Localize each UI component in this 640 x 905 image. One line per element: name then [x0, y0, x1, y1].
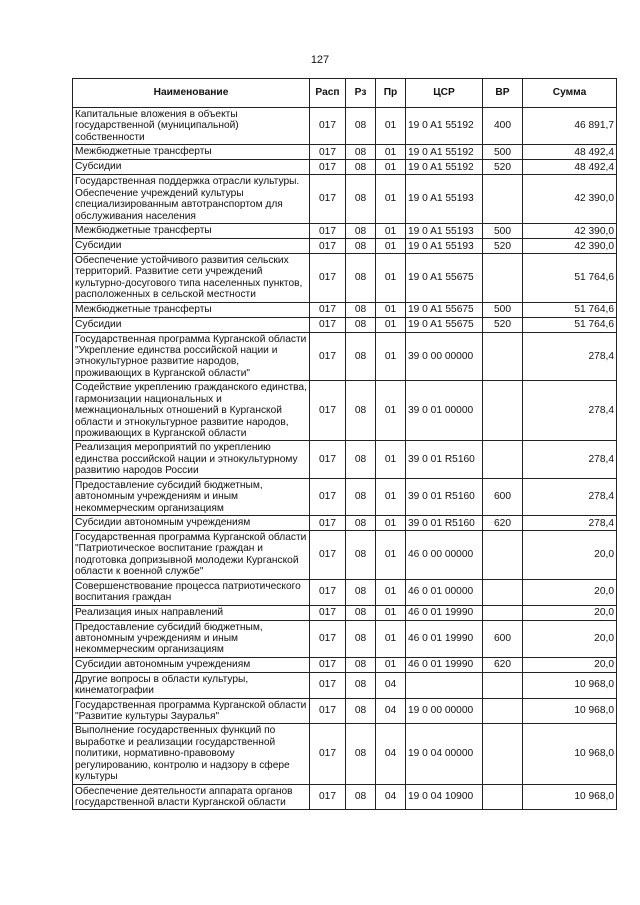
- cell-rz: 08: [346, 175, 376, 224]
- cell-csr: 39 0 01 R5160: [406, 441, 483, 478]
- cell-csr: 19 0 00 00000: [406, 698, 483, 724]
- cell-csr: 19 0 A1 55192: [406, 160, 483, 175]
- cell-sum: 278,4: [523, 478, 617, 515]
- cell-csr: 46 0 01 19990: [406, 657, 483, 672]
- cell-vr: 520: [483, 160, 523, 175]
- cell-name: Совершенствование процесса патриотического воспитания граждан: [73, 579, 310, 605]
- page-number: 127: [310, 54, 330, 66]
- cell-sum: 10 968,0: [523, 784, 617, 810]
- table-row: [73, 530, 617, 579]
- cell-vr: [483, 579, 523, 605]
- cell-csr: 39 0 01 R5160: [406, 478, 483, 515]
- cell-rasp: 017: [310, 672, 346, 698]
- cell-rz: 08: [346, 530, 376, 579]
- cell-pr: 04: [376, 724, 406, 784]
- cell-sum: 10 968,0: [523, 724, 617, 784]
- cell-rz: 08: [346, 620, 376, 657]
- cell-rasp: 017: [310, 175, 346, 224]
- cell-vr: 600: [483, 478, 523, 515]
- cell-pr: 01: [376, 657, 406, 672]
- header-name: Наименование: [73, 79, 310, 108]
- cell-pr: 01: [376, 605, 406, 620]
- table-row: [73, 698, 617, 724]
- cell-rasp: 017: [310, 108, 346, 145]
- cell-name: Реализация иных направлений: [73, 605, 310, 620]
- cell-sum: 20,0: [523, 620, 617, 657]
- cell-pr: 01: [376, 515, 406, 530]
- table-row: [73, 223, 617, 238]
- cell-sum: 278,4: [523, 515, 617, 530]
- cell-name: Содействие укреплению гражданского единства, гармонизации национальных и межнациональных отношений в Курганской области и этнокультурное развитие народов, проживающих в Курганской области: [73, 381, 310, 441]
- table-row: [73, 724, 617, 784]
- cell-vr: 500: [483, 145, 523, 160]
- cell-csr: 39 0 01 00000: [406, 381, 483, 441]
- cell-rz: 08: [346, 238, 376, 253]
- cell-csr: 19 0 A1 55675: [406, 302, 483, 317]
- cell-name: Капитальные вложения в объекты государственной (муниципальной) собственности: [73, 108, 310, 145]
- cell-sum: 48 492,4: [523, 145, 617, 160]
- cell-rasp: 017: [310, 579, 346, 605]
- cell-name: Государственная программа Курганской области "Патриотическое воспитание граждан и подготовка допризывной молодежи Курганской области к военной службе": [73, 530, 310, 579]
- header-rz: Рз: [346, 79, 376, 108]
- cell-sum: 51 764,6: [523, 253, 617, 302]
- cell-csr: 19 0 A1 55193: [406, 223, 483, 238]
- cell-rasp: 017: [310, 724, 346, 784]
- cell-rz: 08: [346, 223, 376, 238]
- cell-pr: 01: [376, 238, 406, 253]
- table-row: [73, 381, 617, 441]
- cell-pr: 04: [376, 698, 406, 724]
- cell-name: Предоставление субсидий бюджетным, автономным учреждениям и иным некоммерческим организациям: [73, 478, 310, 515]
- table-row: [73, 605, 617, 620]
- table-row: [73, 108, 617, 145]
- cell-rasp: 017: [310, 784, 346, 810]
- cell-csr: 46 0 01 00000: [406, 579, 483, 605]
- header-rasp: Расп: [310, 79, 346, 108]
- cell-vr: [483, 605, 523, 620]
- cell-vr: 620: [483, 515, 523, 530]
- cell-rz: 08: [346, 332, 376, 381]
- cell-rz: 08: [346, 605, 376, 620]
- cell-pr: 01: [376, 175, 406, 224]
- cell-sum: 20,0: [523, 657, 617, 672]
- cell-csr: 19 0 04 00000: [406, 724, 483, 784]
- cell-pr: 01: [376, 317, 406, 332]
- table-row: [73, 784, 617, 810]
- cell-vr: [483, 175, 523, 224]
- cell-vr: 600: [483, 620, 523, 657]
- table-row: [73, 332, 617, 381]
- cell-name: Межбюджетные трансферты: [73, 145, 310, 160]
- cell-sum: 10 968,0: [523, 698, 617, 724]
- cell-vr: 620: [483, 657, 523, 672]
- cell-vr: [483, 724, 523, 784]
- cell-name: Субсидии: [73, 238, 310, 253]
- cell-rz: 08: [346, 108, 376, 145]
- cell-name: Субсидии: [73, 317, 310, 332]
- cell-pr: 01: [376, 441, 406, 478]
- cell-sum: 51 764,6: [523, 302, 617, 317]
- cell-sum: 20,0: [523, 579, 617, 605]
- cell-pr: 04: [376, 784, 406, 810]
- cell-rasp: 017: [310, 238, 346, 253]
- cell-sum: 278,4: [523, 441, 617, 478]
- cell-sum: 51 764,6: [523, 317, 617, 332]
- cell-csr: 39 0 01 R5160: [406, 515, 483, 530]
- cell-pr: 01: [376, 620, 406, 657]
- table-row: [73, 620, 617, 657]
- cell-pr: 01: [376, 223, 406, 238]
- cell-pr: 01: [376, 253, 406, 302]
- cell-name: Реализация мероприятий по укреплению единства российской нации и этнокультурному развитию народов России: [73, 441, 310, 478]
- cell-rasp: 017: [310, 381, 346, 441]
- cell-rasp: 017: [310, 223, 346, 238]
- header-sum: Сумма: [523, 79, 617, 108]
- cell-name: Обеспечение деятельности аппарата органов государственной власти Курганской области: [73, 784, 310, 810]
- header-csr: ЦСР: [406, 79, 483, 108]
- cell-name: Межбюджетные трансферты: [73, 223, 310, 238]
- cell-pr: 01: [376, 108, 406, 145]
- cell-vr: 520: [483, 238, 523, 253]
- cell-rz: 08: [346, 478, 376, 515]
- cell-sum: 278,4: [523, 381, 617, 441]
- cell-csr: 19 0 A1 55192: [406, 108, 483, 145]
- cell-rasp: 017: [310, 515, 346, 530]
- cell-vr: 400: [483, 108, 523, 145]
- cell-csr: [406, 672, 483, 698]
- cell-csr: 19 0 A1 55193: [406, 175, 483, 224]
- cell-rasp: 017: [310, 332, 346, 381]
- cell-pr: 01: [376, 302, 406, 317]
- budget-table: [72, 78, 617, 810]
- cell-pr: 01: [376, 160, 406, 175]
- cell-csr: 19 0 A1 55192: [406, 145, 483, 160]
- cell-rz: 08: [346, 317, 376, 332]
- cell-pr: 01: [376, 530, 406, 579]
- cell-rasp: 017: [310, 317, 346, 332]
- cell-vr: 520: [483, 317, 523, 332]
- table-row: [73, 441, 617, 478]
- cell-rasp: 017: [310, 698, 346, 724]
- cell-csr: 19 0 A1 55675: [406, 317, 483, 332]
- cell-vr: [483, 332, 523, 381]
- table-row: [73, 175, 617, 224]
- cell-rz: 08: [346, 724, 376, 784]
- cell-rasp: 017: [310, 478, 346, 515]
- cell-vr: [483, 530, 523, 579]
- cell-vr: [483, 672, 523, 698]
- header-vr: ВР: [483, 79, 523, 108]
- cell-csr: 39 0 00 00000: [406, 332, 483, 381]
- cell-name: Государственная программа Курганской области "Укрепление единства российской нации и этнокультурное развитие народов, проживающих в Курганской области": [73, 332, 310, 381]
- cell-name: Государственная поддержка отрасли культуры. Обеспечение учреждений культуры специализированным автотранспортом для обслуживания населения: [73, 175, 310, 224]
- cell-rasp: 017: [310, 441, 346, 478]
- cell-rz: 08: [346, 672, 376, 698]
- cell-sum: 10 968,0: [523, 672, 617, 698]
- cell-pr: 04: [376, 672, 406, 698]
- table-row: [73, 238, 617, 253]
- table-row: [73, 657, 617, 672]
- cell-rasp: 017: [310, 620, 346, 657]
- cell-vr: [483, 253, 523, 302]
- cell-sum: 20,0: [523, 530, 617, 579]
- cell-name: Субсидии автономным учреждениям: [73, 657, 310, 672]
- cell-name: Субсидии автономным учреждениям: [73, 515, 310, 530]
- cell-sum: 46 891,7: [523, 108, 617, 145]
- cell-csr: 19 0 04 10900: [406, 784, 483, 810]
- cell-csr: 19 0 A1 55193: [406, 238, 483, 253]
- cell-name: Выполнение государственных функций по выработке и реализации государственной политики, нормативно-правовому регулированию, контролю и надзору в сфере культуры: [73, 724, 310, 784]
- table-row: [73, 145, 617, 160]
- table-body: [73, 108, 617, 810]
- cell-vr: [483, 381, 523, 441]
- cell-name: Обеспечение устойчивого развития сельских территорий. Развитие сети учреждений культурно-досугового типа населенных пунктов, расположенных в сельской местности: [73, 253, 310, 302]
- cell-pr: 01: [376, 381, 406, 441]
- cell-rz: 08: [346, 698, 376, 724]
- cell-name: Межбюджетные трансферты: [73, 302, 310, 317]
- cell-rasp: 017: [310, 530, 346, 579]
- cell-name: Другие вопросы в области культуры, кинематографии: [73, 672, 310, 698]
- cell-csr: 46 0 00 00000: [406, 530, 483, 579]
- cell-pr: 01: [376, 579, 406, 605]
- cell-rasp: 017: [310, 145, 346, 160]
- cell-rz: 08: [346, 302, 376, 317]
- cell-vr: [483, 698, 523, 724]
- cell-rz: 08: [346, 253, 376, 302]
- cell-pr: 01: [376, 145, 406, 160]
- cell-pr: 01: [376, 478, 406, 515]
- cell-sum: 42 390,0: [523, 238, 617, 253]
- cell-rz: 08: [346, 441, 376, 478]
- cell-name: Государственная программа Курганской области "Развитие культуры Зауралья": [73, 698, 310, 724]
- cell-rasp: 017: [310, 657, 346, 672]
- cell-pr: 01: [376, 332, 406, 381]
- table-row: [73, 515, 617, 530]
- cell-rasp: 017: [310, 160, 346, 175]
- cell-sum: 42 390,0: [523, 223, 617, 238]
- cell-csr: 46 0 01 19990: [406, 605, 483, 620]
- cell-vr: 500: [483, 223, 523, 238]
- cell-vr: 500: [483, 302, 523, 317]
- cell-csr: 19 0 A1 55675: [406, 253, 483, 302]
- cell-csr: 46 0 01 19990: [406, 620, 483, 657]
- table-row: [73, 302, 617, 317]
- cell-rz: 08: [346, 160, 376, 175]
- table-header-row: [73, 79, 617, 108]
- table-row: [73, 160, 617, 175]
- cell-rz: 08: [346, 381, 376, 441]
- cell-rasp: 017: [310, 253, 346, 302]
- cell-rasp: 017: [310, 605, 346, 620]
- cell-sum: 48 492,4: [523, 160, 617, 175]
- table-row: [73, 579, 617, 605]
- cell-rz: 08: [346, 657, 376, 672]
- cell-rasp: 017: [310, 302, 346, 317]
- header-pr: Пр: [376, 79, 406, 108]
- cell-rz: 08: [346, 145, 376, 160]
- cell-rz: 08: [346, 784, 376, 810]
- cell-vr: [483, 441, 523, 478]
- cell-sum: 278,4: [523, 332, 617, 381]
- cell-sum: 42 390,0: [523, 175, 617, 224]
- cell-sum: 20,0: [523, 605, 617, 620]
- table-row: [73, 317, 617, 332]
- cell-rz: 08: [346, 579, 376, 605]
- table-row: [73, 253, 617, 302]
- cell-name: Субсидии: [73, 160, 310, 175]
- cell-vr: [483, 784, 523, 810]
- table-row: [73, 672, 617, 698]
- cell-rz: 08: [346, 515, 376, 530]
- cell-name: Предоставление субсидий бюджетным, автономным учреждениям и иным некоммерческим организациям: [73, 620, 310, 657]
- table-row: [73, 478, 617, 515]
